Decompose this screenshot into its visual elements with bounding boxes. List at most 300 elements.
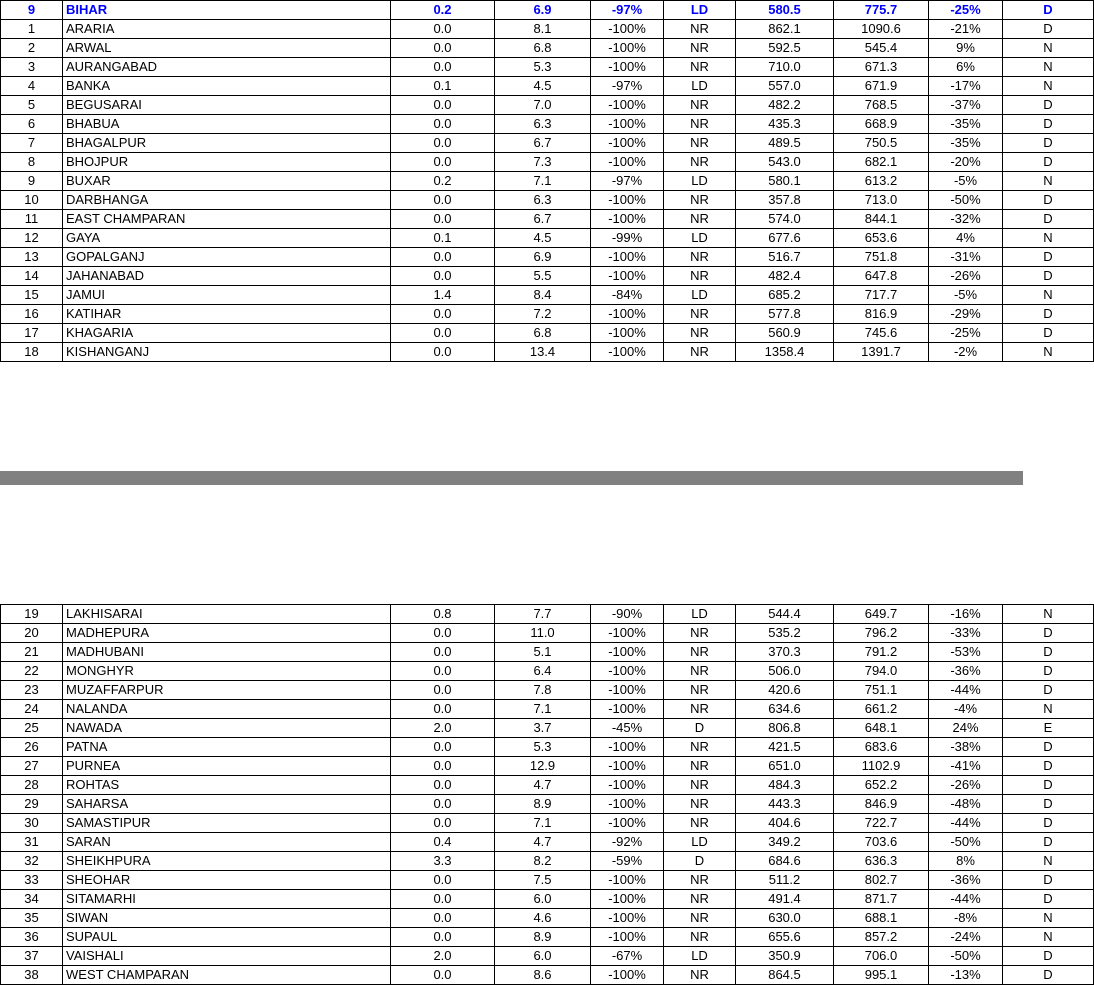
cell-v1: 0.8 — [391, 605, 495, 624]
cell-v1: 0.0 — [391, 134, 495, 153]
cell-name: LAKHISARAI — [63, 605, 391, 624]
table-row — [1, 134, 1094, 153]
cell-v3: -100% — [591, 909, 664, 928]
cell-v6: 24% — [929, 719, 1003, 738]
cell-cat1: NR — [664, 890, 736, 909]
cell-cat2: D — [1003, 624, 1094, 643]
cell-v1: 0.0 — [391, 814, 495, 833]
cell-cat1: NR — [664, 738, 736, 757]
cell-cat2: N — [1003, 172, 1094, 191]
cell-v6: -13% — [929, 966, 1003, 985]
cell-cat2: D — [1003, 814, 1094, 833]
cell-cat1: NR — [664, 343, 736, 362]
cell-name: GOPALGANJ — [63, 248, 391, 267]
cell-v1: 2.0 — [391, 947, 495, 966]
page-gap-upper — [0, 362, 1023, 484]
cell-cat1: NR — [664, 662, 736, 681]
cell-cat1: NR — [664, 153, 736, 172]
cell-v4: 491.4 — [736, 890, 834, 909]
cell-v1: 0.0 — [391, 267, 495, 286]
cell-cat2: D — [1003, 305, 1094, 324]
cell-cat2: D — [1003, 795, 1094, 814]
cell-v2: 7.1 — [495, 172, 591, 191]
cell-cat2: E — [1003, 719, 1094, 738]
cell-cat1: LD — [664, 77, 736, 96]
page-break-band — [0, 471, 1023, 485]
cell-v4: 482.2 — [736, 96, 834, 115]
cell-v4: 435.3 — [736, 115, 834, 134]
table-row — [1, 96, 1094, 115]
cell-v6: -2% — [929, 343, 1003, 362]
cell-v6: -26% — [929, 776, 1003, 795]
cell-name: BUXAR — [63, 172, 391, 191]
cell-v6: 9% — [929, 39, 1003, 58]
cell-cat2: D — [1003, 738, 1094, 757]
cell-v3: -100% — [591, 324, 664, 343]
cell-v1: 0.0 — [391, 58, 495, 77]
table-row — [1, 947, 1094, 966]
cell-sn: 3 — [1, 58, 63, 77]
cell-sn: 14 — [1, 267, 63, 286]
cell-v5: 648.1 — [834, 719, 929, 738]
cell-cat1: NR — [664, 58, 736, 77]
cell-cat2: D — [1003, 267, 1094, 286]
cell-v6: -25% — [929, 324, 1003, 343]
cell-v6: -31% — [929, 248, 1003, 267]
cell-cat1: NR — [664, 814, 736, 833]
cell-cat2: N — [1003, 700, 1094, 719]
cell-cat2: D — [1003, 966, 1094, 985]
cell-v4: 574.0 — [736, 210, 834, 229]
cell-v4: 544.4 — [736, 605, 834, 624]
cell-v1: 3.3 — [391, 852, 495, 871]
cell-v1: 0.0 — [391, 890, 495, 909]
cell-v1: 0.0 — [391, 20, 495, 39]
cell-v4: 592.5 — [736, 39, 834, 58]
cell-cat1: NR — [664, 115, 736, 134]
table-row — [1, 700, 1094, 719]
cell-cat2: D — [1003, 947, 1094, 966]
cell-v4: 655.6 — [736, 928, 834, 947]
cell-v2: 6.7 — [495, 134, 591, 153]
cell-cat1: NR — [664, 871, 736, 890]
cell-v4: 580.5 — [736, 1, 834, 20]
cell-sn: 31 — [1, 833, 63, 852]
cell-v6: -50% — [929, 947, 1003, 966]
cell-sn: 23 — [1, 681, 63, 700]
cell-v4: 560.9 — [736, 324, 834, 343]
table-row — [1, 909, 1094, 928]
cell-v4: 516.7 — [736, 248, 834, 267]
cell-name: ARWAL — [63, 39, 391, 58]
cell-v6: -36% — [929, 662, 1003, 681]
cell-sn: 1 — [1, 20, 63, 39]
cell-cat2: D — [1003, 96, 1094, 115]
cell-cat2: N — [1003, 77, 1094, 96]
cell-v2: 6.0 — [495, 890, 591, 909]
cell-sn: 7 — [1, 134, 63, 153]
table-row — [1, 39, 1094, 58]
cell-v3: -100% — [591, 871, 664, 890]
cell-v4: 511.2 — [736, 871, 834, 890]
cell-v2: 8.4 — [495, 286, 591, 305]
cell-v1: 0.0 — [391, 795, 495, 814]
cell-sn: 16 — [1, 305, 63, 324]
cell-v1: 0.0 — [391, 928, 495, 947]
cell-cat2: D — [1003, 248, 1094, 267]
rainfall-table-part1 — [0, 0, 1094, 362]
cell-name: MADHEPURA — [63, 624, 391, 643]
table-row — [1, 719, 1094, 738]
cell-v5: 545.4 — [834, 39, 929, 58]
cell-v6: -17% — [929, 77, 1003, 96]
cell-cat1: LD — [664, 1, 736, 20]
cell-v2: 5.5 — [495, 267, 591, 286]
table-row — [1, 624, 1094, 643]
cell-name: PATNA — [63, 738, 391, 757]
cell-v5: 683.6 — [834, 738, 929, 757]
cell-v5: 671.3 — [834, 58, 929, 77]
cell-cat2: N — [1003, 852, 1094, 871]
cell-v6: -5% — [929, 286, 1003, 305]
cell-v1: 0.1 — [391, 77, 495, 96]
cell-v3: -97% — [591, 1, 664, 20]
cell-v4: 443.3 — [736, 795, 834, 814]
cell-cat2: D — [1003, 134, 1094, 153]
cell-cat2: D — [1003, 191, 1094, 210]
cell-sn: 17 — [1, 324, 63, 343]
cell-v4: 862.1 — [736, 20, 834, 39]
cell-v3: -99% — [591, 229, 664, 248]
cell-name: SITAMARHI — [63, 890, 391, 909]
table-row — [1, 210, 1094, 229]
cell-name: SIWAN — [63, 909, 391, 928]
cell-v1: 0.0 — [391, 305, 495, 324]
cell-cat2: D — [1003, 20, 1094, 39]
cell-name: WEST CHAMPARAN — [63, 966, 391, 985]
cell-v3: -100% — [591, 700, 664, 719]
cell-v3: -100% — [591, 624, 664, 643]
cell-v5: 751.1 — [834, 681, 929, 700]
cell-v2: 7.0 — [495, 96, 591, 115]
cell-v3: -100% — [591, 814, 664, 833]
cell-name: SUPAUL — [63, 928, 391, 947]
cell-cat2: D — [1003, 757, 1094, 776]
cell-v4: 634.6 — [736, 700, 834, 719]
cell-v1: 0.0 — [391, 700, 495, 719]
cell-v3: -97% — [591, 77, 664, 96]
cell-sn: 38 — [1, 966, 63, 985]
cell-name: SHEOHAR — [63, 871, 391, 890]
cell-v6: -25% — [929, 1, 1003, 20]
cell-v3: -100% — [591, 757, 664, 776]
cell-v1: 0.0 — [391, 624, 495, 643]
cell-v2: 8.9 — [495, 928, 591, 947]
cell-v2: 6.8 — [495, 324, 591, 343]
cell-name: BHABUA — [63, 115, 391, 134]
cell-v5: 671.9 — [834, 77, 929, 96]
cell-v6: -36% — [929, 871, 1003, 890]
table-row — [1, 738, 1094, 757]
cell-v2: 11.0 — [495, 624, 591, 643]
table-row — [1, 643, 1094, 662]
cell-name: KHAGARIA — [63, 324, 391, 343]
cell-v3: -97% — [591, 172, 664, 191]
cell-v5: 1391.7 — [834, 343, 929, 362]
cell-v4: 557.0 — [736, 77, 834, 96]
cell-cat1: NR — [664, 324, 736, 343]
cell-name: SAHARSA — [63, 795, 391, 814]
cell-v4: 506.0 — [736, 662, 834, 681]
cell-v4: 806.8 — [736, 719, 834, 738]
cell-v2: 7.2 — [495, 305, 591, 324]
cell-v2: 4.5 — [495, 77, 591, 96]
table-row — [1, 191, 1094, 210]
cell-v2: 7.7 — [495, 605, 591, 624]
cell-cat1: NR — [664, 909, 736, 928]
table-row — [1, 928, 1094, 947]
cell-v2: 13.4 — [495, 343, 591, 362]
cell-v2: 4.7 — [495, 776, 591, 795]
cell-name: BEGUSARAI — [63, 96, 391, 115]
cell-v5: 857.2 — [834, 928, 929, 947]
cell-cat1: LD — [664, 833, 736, 852]
cell-cat2: D — [1003, 643, 1094, 662]
cell-sn: 22 — [1, 662, 63, 681]
cell-v4: 420.6 — [736, 681, 834, 700]
cell-v5: 703.6 — [834, 833, 929, 852]
cell-v6: -21% — [929, 20, 1003, 39]
cell-name: NAWADA — [63, 719, 391, 738]
cell-v4: 350.9 — [736, 947, 834, 966]
cell-v5: 1102.9 — [834, 757, 929, 776]
cell-v1: 0.0 — [391, 738, 495, 757]
cell-cat1: D — [664, 719, 736, 738]
cell-v4: 482.4 — [736, 267, 834, 286]
cell-cat1: NR — [664, 134, 736, 153]
cell-v2: 7.5 — [495, 871, 591, 890]
cell-sn: 37 — [1, 947, 63, 966]
cell-cat2: D — [1003, 324, 1094, 343]
cell-v3: -100% — [591, 795, 664, 814]
cell-cat2: D — [1003, 210, 1094, 229]
cell-v3: -100% — [591, 662, 664, 681]
cell-name: DARBHANGA — [63, 191, 391, 210]
cell-sn: 32 — [1, 852, 63, 871]
cell-v3: -100% — [591, 115, 664, 134]
cell-v3: -100% — [591, 134, 664, 153]
cell-name: MUZAFFARPUR — [63, 681, 391, 700]
state-summary-row — [1, 1, 1094, 20]
table-row — [1, 172, 1094, 191]
cell-v5: 745.6 — [834, 324, 929, 343]
cell-v4: 580.1 — [736, 172, 834, 191]
cell-v4: 577.8 — [736, 305, 834, 324]
cell-v4: 484.3 — [736, 776, 834, 795]
cell-v5: 661.2 — [834, 700, 929, 719]
cell-v2: 7.1 — [495, 814, 591, 833]
cell-sn: 30 — [1, 814, 63, 833]
table-row — [1, 229, 1094, 248]
cell-v1: 0.0 — [391, 909, 495, 928]
cell-cat1: NR — [664, 305, 736, 324]
cell-cat1: LD — [664, 605, 736, 624]
cell-v4: 404.6 — [736, 814, 834, 833]
cell-v1: 0.0 — [391, 39, 495, 58]
cell-sn: 35 — [1, 909, 63, 928]
cell-cat1: NR — [664, 248, 736, 267]
cell-v1: 0.1 — [391, 229, 495, 248]
cell-v5: 688.1 — [834, 909, 929, 928]
cell-v3: -100% — [591, 776, 664, 795]
cell-v4: 677.6 — [736, 229, 834, 248]
cell-v5: 791.2 — [834, 643, 929, 662]
cell-v3: -92% — [591, 833, 664, 852]
cell-v6: -50% — [929, 833, 1003, 852]
cell-v1: 0.2 — [391, 1, 495, 20]
cell-v4: 543.0 — [736, 153, 834, 172]
cell-sn: 18 — [1, 343, 63, 362]
cell-cat2: D — [1003, 833, 1094, 852]
cell-v5: 796.2 — [834, 624, 929, 643]
cell-cat1: LD — [664, 172, 736, 191]
cell-cat1: NR — [664, 624, 736, 643]
cell-v3: -100% — [591, 890, 664, 909]
cell-v2: 6.3 — [495, 191, 591, 210]
cell-cat1: NR — [664, 643, 736, 662]
cell-sn: 5 — [1, 96, 63, 115]
cell-v6: -44% — [929, 681, 1003, 700]
cell-cat2: D — [1003, 662, 1094, 681]
table-row — [1, 871, 1094, 890]
cell-v1: 0.0 — [391, 210, 495, 229]
cell-v6: -50% — [929, 191, 1003, 210]
cell-sn: 24 — [1, 700, 63, 719]
cell-v6: -35% — [929, 115, 1003, 134]
cell-v5: 653.6 — [834, 229, 929, 248]
cell-name: AURANGABAD — [63, 58, 391, 77]
cell-v5: 649.7 — [834, 605, 929, 624]
cell-cat2: N — [1003, 58, 1094, 77]
cell-v6: 4% — [929, 229, 1003, 248]
cell-sn: 11 — [1, 210, 63, 229]
cell-name: ARARIA — [63, 20, 391, 39]
cell-v2: 8.6 — [495, 966, 591, 985]
cell-v5: 668.9 — [834, 115, 929, 134]
cell-v2: 6.7 — [495, 210, 591, 229]
cell-sn: 12 — [1, 229, 63, 248]
cell-v5: 722.7 — [834, 814, 929, 833]
cell-v4: 1358.4 — [736, 343, 834, 362]
cell-name: SAMASTIPUR — [63, 814, 391, 833]
cell-v6: -44% — [929, 814, 1003, 833]
cell-v3: -100% — [591, 191, 664, 210]
cell-v2: 12.9 — [495, 757, 591, 776]
cell-v6: -5% — [929, 172, 1003, 191]
cell-v6: -35% — [929, 134, 1003, 153]
cell-sn: 21 — [1, 643, 63, 662]
table-row — [1, 20, 1094, 39]
table-body-part2 — [1, 605, 1094, 985]
cell-name: MONGHYR — [63, 662, 391, 681]
cell-v5: 652.2 — [834, 776, 929, 795]
cell-v3: -100% — [591, 343, 664, 362]
cell-v1: 0.0 — [391, 776, 495, 795]
cell-v4: 357.8 — [736, 191, 834, 210]
cell-name: VAISHALI — [63, 947, 391, 966]
cell-v3: -100% — [591, 928, 664, 947]
cell-v5: 768.5 — [834, 96, 929, 115]
cell-v6: -38% — [929, 738, 1003, 757]
cell-v4: 630.0 — [736, 909, 834, 928]
cell-v2: 4.6 — [495, 909, 591, 928]
cell-sn: 15 — [1, 286, 63, 305]
table-row — [1, 662, 1094, 681]
cell-v1: 0.0 — [391, 681, 495, 700]
cell-sn: 8 — [1, 153, 63, 172]
table-row — [1, 795, 1094, 814]
cell-v4: 489.5 — [736, 134, 834, 153]
cell-v4: 349.2 — [736, 833, 834, 852]
cell-name: NALANDA — [63, 700, 391, 719]
cell-cat2: D — [1003, 871, 1094, 890]
cell-v1: 0.0 — [391, 96, 495, 115]
cell-cat2: N — [1003, 605, 1094, 624]
rainfall-table-part2 — [0, 604, 1094, 985]
cell-v5: 706.0 — [834, 947, 929, 966]
cell-v1: 0.0 — [391, 662, 495, 681]
cell-v5: 995.1 — [834, 966, 929, 985]
cell-v1: 0.0 — [391, 191, 495, 210]
cell-v5: 1090.6 — [834, 20, 929, 39]
cell-cat1: LD — [664, 947, 736, 966]
cell-name: ROHTAS — [63, 776, 391, 795]
page-gap-lower — [0, 484, 1023, 604]
cell-cat1: NR — [664, 267, 736, 286]
cell-sn: 10 — [1, 191, 63, 210]
table-row — [1, 681, 1094, 700]
table-row — [1, 248, 1094, 267]
cell-v2: 5.1 — [495, 643, 591, 662]
cell-cat2: N — [1003, 286, 1094, 305]
cell-v1: 0.4 — [391, 833, 495, 852]
cell-v1: 1.4 — [391, 286, 495, 305]
cell-name: JAHANABAD — [63, 267, 391, 286]
cell-name: BIHAR — [63, 1, 391, 20]
cell-v3: -45% — [591, 719, 664, 738]
cell-v6: -48% — [929, 795, 1003, 814]
cell-v3: -90% — [591, 605, 664, 624]
cell-cat1: LD — [664, 229, 736, 248]
cell-name: SHEIKHPURA — [63, 852, 391, 871]
cell-v4: 651.0 — [736, 757, 834, 776]
cell-name: EAST CHAMPARAN — [63, 210, 391, 229]
cell-v3: -67% — [591, 947, 664, 966]
cell-v6: -33% — [929, 624, 1003, 643]
cell-v1: 0.0 — [391, 248, 495, 267]
cell-sn: 26 — [1, 738, 63, 757]
cell-v2: 8.9 — [495, 795, 591, 814]
cell-v2: 8.2 — [495, 852, 591, 871]
cell-sn: 13 — [1, 248, 63, 267]
cell-v3: -100% — [591, 39, 664, 58]
cell-v1: 0.0 — [391, 643, 495, 662]
cell-v5: 794.0 — [834, 662, 929, 681]
cell-v1: 0.0 — [391, 153, 495, 172]
cell-cat1: NR — [664, 681, 736, 700]
cell-v6: -32% — [929, 210, 1003, 229]
cell-v5: 750.5 — [834, 134, 929, 153]
